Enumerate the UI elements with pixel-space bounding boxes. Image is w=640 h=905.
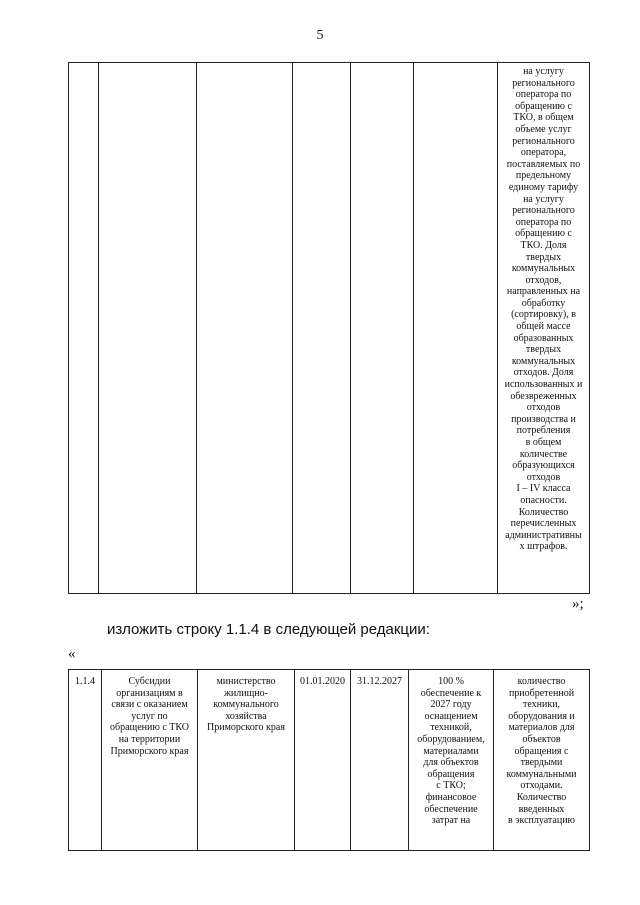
text-line: перечисленных	[510, 518, 577, 530]
table-cell-empty	[99, 63, 197, 594]
closing-quote: »;	[572, 596, 584, 612]
text-line: в эксплуатацию	[507, 815, 576, 827]
opening-quote: «	[68, 646, 76, 662]
text-line: финансовое	[425, 791, 477, 803]
text-line: оператора,	[520, 147, 567, 159]
text-line: хозяйства	[225, 710, 267, 722]
text-line: жилищно-	[224, 687, 268, 699]
text-line: материалов для	[508, 722, 575, 734]
text-line: связи с оказанием	[111, 699, 188, 711]
text-line: административны	[505, 529, 582, 541]
text-line: затрат на	[431, 815, 471, 827]
text-line: 2027 году	[430, 699, 472, 711]
text-line: количестве	[519, 448, 568, 460]
text-line: на территории	[118, 733, 181, 745]
text-line: I – IV класса	[516, 483, 571, 495]
text-line: обезвреженных	[510, 390, 577, 402]
table-cell-empty	[197, 63, 293, 594]
text-line: оборудованием,	[417, 733, 485, 745]
text-line: регионального	[512, 205, 575, 217]
indicator-cell	[494, 670, 590, 851]
text-line: приобретенной	[508, 687, 575, 699]
text-line: использованных и	[504, 379, 583, 391]
instruction-text: изложить строку 1.1.4 в следующей редакции:	[107, 621, 430, 638]
text-line: услуг по	[131, 710, 168, 722]
table-row	[69, 670, 590, 851]
text-line: на услугу	[523, 193, 564, 205]
text-line: Количество	[516, 791, 567, 803]
text-line: коммунальных	[511, 355, 576, 367]
text-line: твердыми	[520, 757, 563, 769]
text-line: министерство	[216, 676, 276, 687]
text-line: на услугу	[523, 66, 564, 77]
text-line: производства и	[511, 413, 576, 425]
text-line: отходов	[526, 402, 561, 414]
row-114-table	[68, 669, 590, 851]
text-line: отходами.	[520, 780, 563, 792]
text-line: Количество	[518, 506, 569, 518]
result-cell	[409, 670, 494, 851]
text-line: с ТКО;	[436, 780, 466, 792]
text-line: обращению с ТКО	[109, 722, 190, 734]
text-line: опасности.	[520, 494, 567, 506]
text-line: для объектов	[423, 757, 479, 769]
text-line: оснащением	[424, 710, 478, 722]
table-cell-empty	[351, 63, 414, 594]
text-line: коммунальными	[506, 768, 577, 780]
text-line: Приморского края	[110, 745, 189, 757]
start-date-cell	[295, 670, 351, 851]
text-line: объектов	[522, 733, 561, 745]
text-line: отходов,	[525, 274, 562, 286]
text-line: оператора по	[515, 89, 572, 101]
text-line: направленных на	[506, 286, 581, 298]
text-line: обращению с	[515, 100, 572, 112]
end-date: 31.12.2027	[357, 676, 402, 687]
text-line: единому тарифу	[508, 181, 579, 193]
text-line: обеспечение к	[420, 687, 482, 699]
executor-cell	[198, 670, 295, 851]
text-line: отходов. Доля	[513, 367, 574, 379]
table-cell-empty	[69, 63, 99, 594]
text-line: обращения	[427, 768, 475, 780]
start-date: 01.01.2020	[300, 676, 345, 687]
text-line: твердых	[525, 344, 562, 356]
row-number-cell	[69, 670, 102, 851]
text-line: коммунального	[213, 699, 279, 711]
text-line: поставляемых по	[506, 158, 581, 170]
end-date-cell	[351, 670, 409, 851]
text-line: образующихся	[512, 460, 575, 472]
text-line: обеспечение	[424, 803, 478, 815]
text-line: предельному	[515, 170, 572, 182]
text-line: коммунальных	[511, 263, 576, 275]
text-line: Субсидии	[128, 676, 171, 687]
text-line: образованных	[513, 332, 574, 344]
table-row	[69, 63, 590, 594]
text-line: введенных	[518, 803, 565, 815]
table-cell-empty	[293, 63, 351, 594]
text-line: обращению с	[515, 228, 572, 240]
indicator-text	[498, 63, 589, 553]
text-line: материалами	[423, 745, 479, 757]
text-line: отходов	[526, 471, 561, 483]
text-line: 100 %	[438, 676, 464, 687]
text-line: ТКО, в общем	[513, 112, 574, 124]
text-line: твердых	[525, 251, 562, 263]
text-line: регионального	[512, 135, 575, 147]
text-line: в общем	[525, 437, 562, 448]
table-cell-empty	[414, 63, 498, 594]
text-line: оборудования и	[508, 710, 575, 722]
text-line: техники,	[522, 699, 561, 711]
text-line: (сортировку), в	[511, 309, 576, 321]
text-line: количество	[517, 676, 566, 687]
text-line: техникой,	[430, 722, 472, 734]
program-name-cell	[102, 670, 198, 851]
text-line: обработку	[521, 297, 566, 309]
text-line: потребления	[516, 425, 571, 437]
text-line: х штрафов.	[519, 541, 568, 553]
text-line: Приморского края	[207, 722, 285, 734]
text-line: обращения с	[514, 745, 569, 757]
indicator-cell	[498, 63, 590, 594]
text-line: регионального	[512, 77, 575, 89]
page-number: 5	[316, 28, 324, 43]
text-line: оператора по	[515, 216, 572, 228]
text-line: общей массе	[516, 321, 571, 333]
row-number: 1.1.4	[75, 676, 95, 687]
text-line: организациям в	[116, 687, 183, 699]
continued-table	[68, 62, 590, 594]
text-line: ТКО. Доля	[520, 239, 567, 251]
text-line: объеме услуг	[515, 123, 572, 135]
